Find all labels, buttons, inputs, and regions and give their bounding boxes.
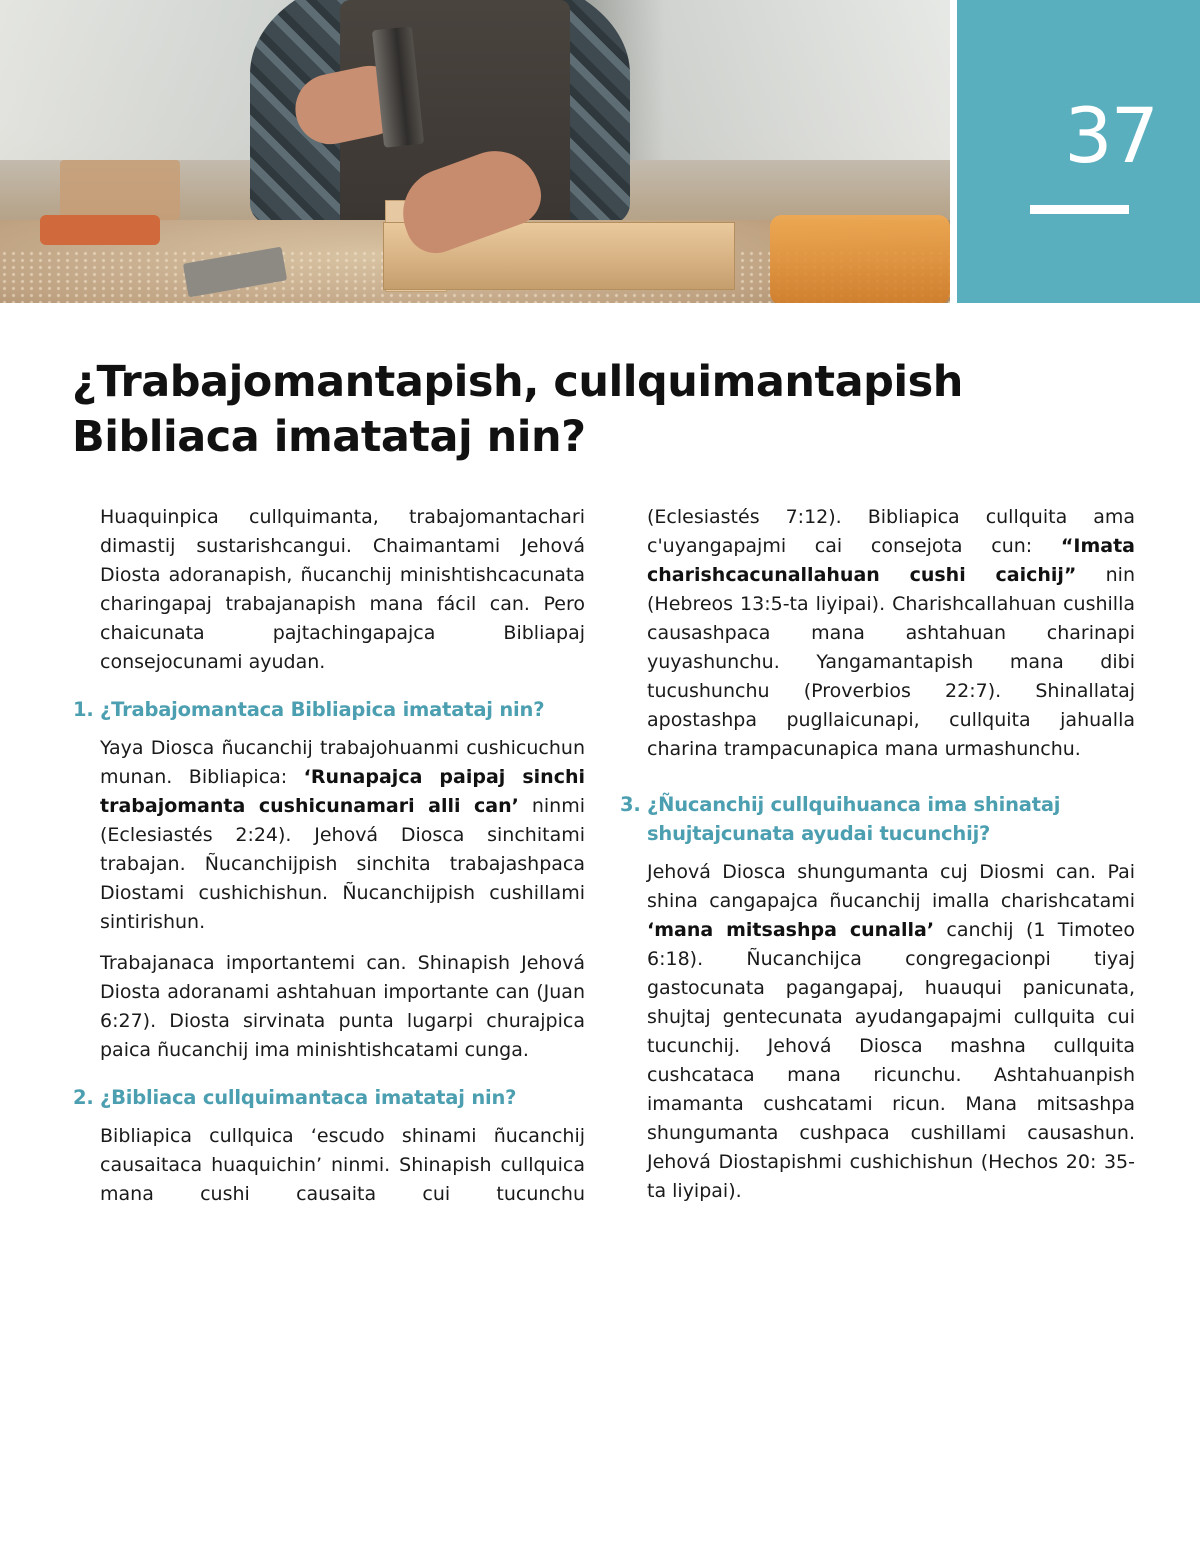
- text-run: (Eclesiastés 7:12). Bibliapica cullquita ama c'uyangapajmi cai consejota cun:: [647, 506, 1135, 557]
- title-line-1: ¿Trabajomantapish, cullquimantapish: [72, 357, 963, 407]
- intro-paragraph: Huaquinpica cullquimanta, trabajomantachari dimastij sustarishcangui. Chaimantami Jehová Diosta adoranapish, ñucanchij minishtishcacunata charingapaj trabajanapish mana fácil can. Pero chaicunata pajtachingapajca Bibliapaj consejocunami ayudan.: [100, 506, 585, 673]
- question-text: ¿Bibliaca cullquimantaca imatataj nin?: [100, 1086, 517, 1109]
- chapter-underline: [1030, 205, 1129, 214]
- text-run: nin (Hebreos 13:5-ta liyipai). Charishcallahuan cushilla causashpaca mana ashtahuan charinapi yuyashunchu. Yangamantapish mana dibi tucushunchu (Proverbios 22:7). Shinallataj apostashpa pugllaicunapi, cullquita jahualla charina trampacunapica mana urmashunchu.: [647, 564, 1136, 760]
- bold-quote: ‘Runapajca paipaj sinchi trabajomanta cushicunamari alli can’: [100, 766, 585, 817]
- page-title: [72, 355, 1132, 465]
- text-run: Jehová Diosca shungumanta cuj Diosmi can. Pai shina cangapajca ñucanchij imalla charishcatami: [647, 861, 1135, 912]
- bold-quote: “Imata charishcacunallahuan cushi caichij”: [647, 535, 1135, 586]
- question-number: 2.: [73, 1086, 94, 1109]
- question-3: [620, 790, 1135, 848]
- question-1: [73, 695, 585, 724]
- section-1-paragraph-2: Trabajanaca importantemi can. Shinapish Jehová Diosta adoranami ashtahuan importante can (Juan 6:27). Diosta sirvinata punta lugarpi churajpica paica ñucanchij ima minishtishcatami cunga.: [100, 952, 585, 1061]
- section-1-paragraph-1: [73, 734, 585, 937]
- wood-pieces: [60, 160, 180, 220]
- orange-plane-tool: [770, 215, 950, 303]
- header-photo: [0, 0, 950, 303]
- section-2-paragraph-1: Bibliapica cullquica ‘escudo shinami ñucanchij causaitaca huaquichin’ ninmi. Shinapish cullquica mana cushi causaita cui tucunchu: [100, 1125, 585, 1205]
- question-number: 1.: [73, 698, 94, 721]
- section-2-paragraph-1-continued: [620, 503, 1135, 764]
- section-3-paragraph-1: [620, 858, 1135, 1206]
- question-text: ¿Trabajomantaca Bibliapica imatataj nin?: [100, 698, 545, 721]
- bold-quote: ‘mana mitsashpa cunalla’: [647, 919, 935, 941]
- title-line-2: Bibliaca imatataj nin?: [72, 412, 586, 462]
- chapter-tab: [957, 0, 1200, 303]
- text-run: Yaya Diosca ñucanchij trabajohuanmi cushicuchun munan. Bibliapica:: [100, 737, 585, 788]
- left-column: [73, 503, 585, 1221]
- question-text: ¿Ñucanchij cullquihuanca ima shinataj shujtajcunata ayudai tucunchij?: [647, 793, 1061, 845]
- question-2: [73, 1083, 585, 1112]
- chapter-number: 37: [1064, 91, 1157, 180]
- right-column: [620, 503, 1135, 1218]
- orange-tool: [40, 215, 160, 245]
- text-run: canchij (1 Timoteo 6:18). Ñucanchijca congregacionpi tiyaj gastocunata pagangapaj, huauqui panicunata, shujtaj gentecunata ayudangapajmi cullquita cui tucunchij. Jehová Diosca mashna cullquita cushcataca mana ricunchu. Ashtahuanpish imamanta cushcatami ricun. Mana mitsashpa shungumanta cushpaca cushillami causashun. Jehová Diostapishmi cushichishun (Hechos 20: 35-ta liyipai).: [647, 919, 1135, 1202]
- text-run: ninmi (Eclesiastés 2:24). Jehová Diosca sinchitami trabajan. Ñucanchijpish sinchita trabajashpaca Diostami cushichishun. Ñucanchijpish cushillami sintirishun.: [100, 795, 585, 933]
- question-number: 3.: [620, 793, 641, 816]
